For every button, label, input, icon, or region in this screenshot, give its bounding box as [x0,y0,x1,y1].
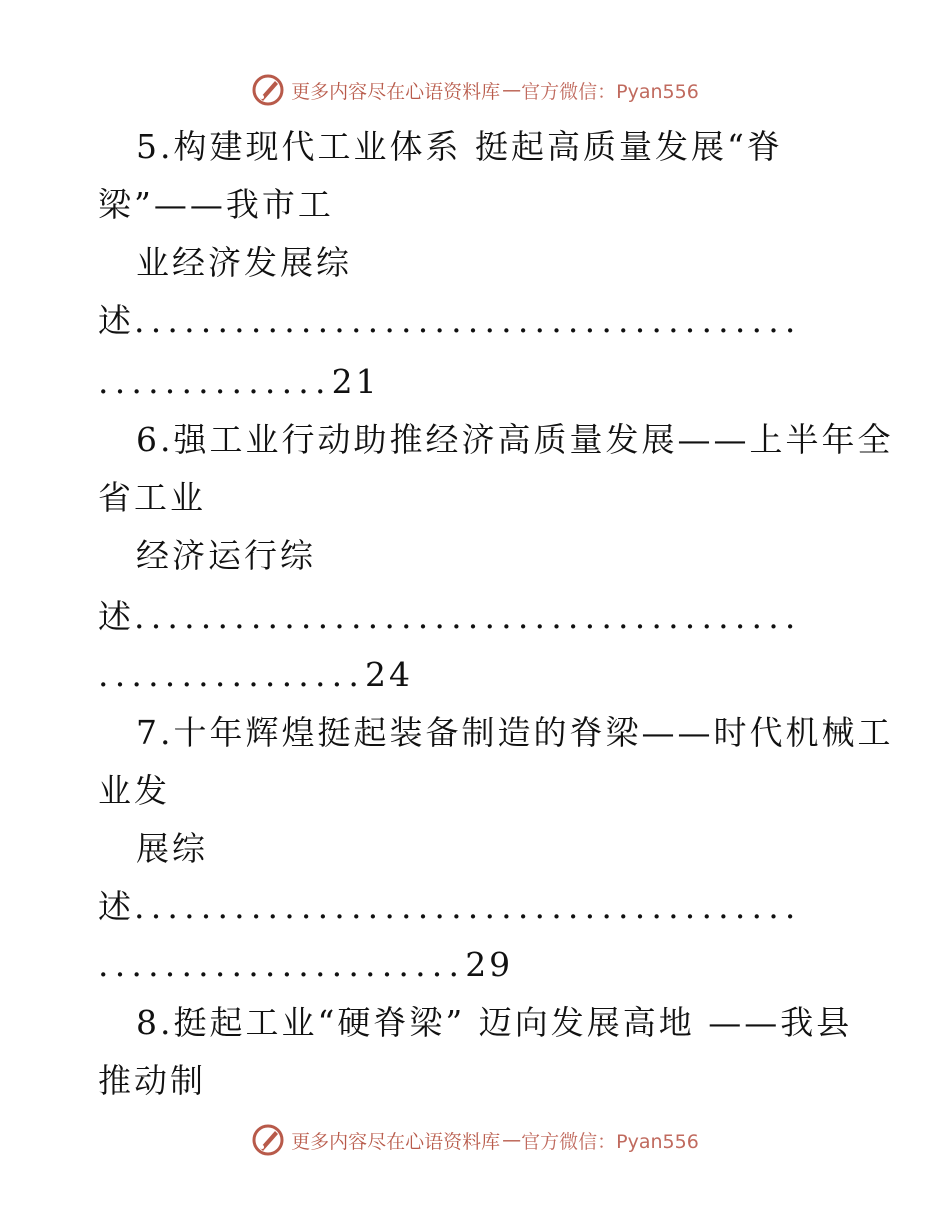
toc-entry-7-line-4: 述 [98,887,134,926]
watermark-dash: — [502,79,520,101]
toc-entry-7-page-line[interactable] [98,945,950,985]
toc-leader-dots: ........................................ [134,597,802,636]
toc-entry-6-leader-line[interactable] [98,597,950,637]
toc-entry-7-line-3[interactable]: 展综 [136,829,208,868]
toc-leader-dots: ...................... [98,945,466,984]
watermark-dash: — [502,1129,520,1151]
toc-entry-6-line-4: 述 [98,597,134,636]
toc-entry-6-line-1[interactable]: 6.强工业行动助推经济高质量发展——上半年全 [136,420,894,459]
toc-entry-8-line-1[interactable]: 8.挺起工业“硬脊梁” 迈向发展高地 ——我县 [136,1003,853,1042]
toc-leader-dots: ........................................ [134,301,802,340]
pen-logo-icon [251,73,285,107]
toc-entry-8-line-2[interactable]: 推动制 [98,1061,206,1100]
toc-entry-6-line-2[interactable]: 省工业 [98,478,206,517]
watermark-wechat: 官方微信：Pyan556 [521,80,699,103]
toc-entry-7-page-number: 29 [465,945,514,984]
watermark-text: 更多内容尽在心语资料库 [291,1130,501,1153]
toc-entry-7-line-2[interactable]: 业发 [98,771,170,810]
toc-leader-dots: .............. [98,362,332,401]
watermark-wechat: 官方微信：Pyan556 [521,1130,699,1153]
toc-entry-5-line-2[interactable]: 梁”——我市工 [98,185,334,224]
watermark-banner-top [0,70,950,110]
toc-entry-5-line-1[interactable]: 5.构建现代工业体系 挺起高质量发展“脊 [136,127,783,166]
pen-logo-icon [251,1123,285,1157]
toc-entry-6-page-line[interactable] [98,655,950,695]
toc-entry-6-page-number: 24 [365,655,414,694]
toc-leader-dots: ........................................ [134,887,802,926]
toc-leader-dots: ................ [98,655,366,694]
toc-entry-5-line-4: 述 [98,301,134,340]
toc-entry-5-page-line[interactable] [98,362,950,402]
toc-entry-5-leader-line[interactable] [98,301,950,341]
toc-entry-7-line-1[interactable]: 7.十年辉煌挺起装备制造的脊梁——时代机械工 [136,713,894,752]
toc-entry-5-line-3[interactable]: 业经济发展综 [136,243,352,282]
toc-entry-6-line-3[interactable]: 经济运行综 [136,536,316,575]
watermark-text: 更多内容尽在心语资料库 [291,80,501,103]
toc-entry-5-page-number: 21 [331,362,380,401]
watermark-banner-bottom [0,1120,950,1160]
toc-entry-7-leader-line[interactable] [98,887,950,927]
